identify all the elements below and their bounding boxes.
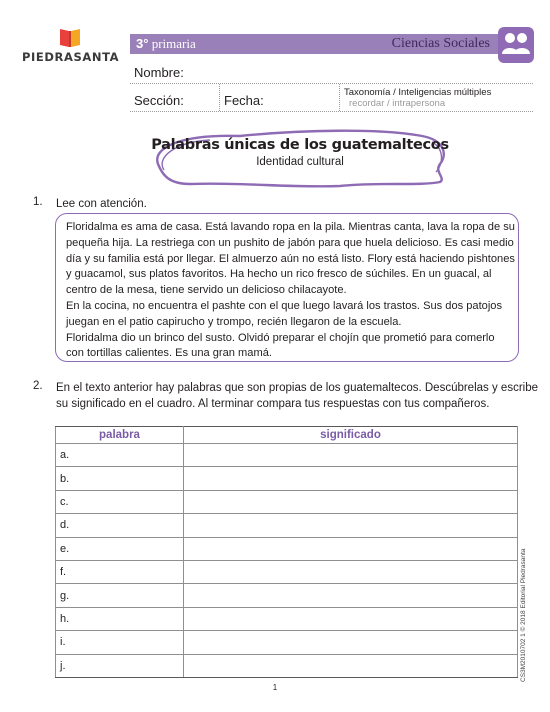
meaning-cell[interactable] <box>184 467 518 490</box>
grade-number: 3° <box>136 36 149 51</box>
brand-name: PIEDRASANTA <box>22 50 120 64</box>
form-divider <box>219 84 220 111</box>
meaning-cell[interactable] <box>184 537 518 560</box>
meaning-cell[interactable] <box>184 514 518 537</box>
exercise-2-instruction <box>56 380 538 412</box>
table-row <box>56 560 518 583</box>
page-number: 1 <box>272 683 278 692</box>
meaning-cell[interactable] <box>184 560 518 583</box>
row-letter[interactable]: h. <box>56 607 184 630</box>
instruction-line: En el texto anterior hay palabras que son propias de los guatemaltecos. Descúbrelas y escribe <box>56 382 538 394</box>
meaning-cell[interactable] <box>184 444 518 467</box>
exercise-1-instruction: Lee con atención. <box>56 198 147 210</box>
row-letter[interactable]: g. <box>56 584 184 607</box>
copyright-side-text: CS3M2010702 1 © 2018 Editorial Piedrasanta <box>520 548 527 682</box>
reading-line: juegan en el patio capirucho y trompo, recién llegaron de la escuela. <box>66 315 402 328</box>
table-row <box>56 444 518 467</box>
instruction-line: su significado en el cuadro. Al terminar compara tus respuestas con tus compañeros. <box>56 398 490 410</box>
piedrasanta-logo <box>20 26 120 70</box>
table-row <box>56 654 518 677</box>
nombre-line <box>130 83 533 84</box>
meaning-cell[interactable] <box>184 654 518 677</box>
taxonomy-values: recordar / intrapersona <box>349 98 446 109</box>
subject-label: Ciencias Sociales <box>391 36 490 51</box>
row-letter[interactable]: c. <box>56 490 184 513</box>
table-row <box>56 467 518 490</box>
reading-line: día y su familia está por llegar. El almuerzo aún no está listo. Flory está haciendo pishtones <box>66 252 515 265</box>
page-subtitle: Identidad cultural <box>256 156 344 168</box>
meaning-cell[interactable] <box>184 490 518 513</box>
meaning-cell[interactable] <box>184 607 518 630</box>
table-row <box>56 490 518 513</box>
header-palabra: palabra <box>56 427 184 444</box>
meaning-cell[interactable] <box>184 631 518 654</box>
grade-band <box>130 34 498 54</box>
seccion-label: Sección: <box>134 93 184 108</box>
reading-line: y guacamol, sus platos favoritos. Ha hecho un rico fresco de súchiles. En un guacal, al <box>66 268 492 281</box>
row-letter[interactable]: j. <box>56 654 184 677</box>
form-divider <box>339 84 340 111</box>
exercise-2-number: 2. <box>33 380 43 392</box>
header-significado: significado <box>184 427 518 444</box>
reading-line: pequeña hija. La restriega con un pushito de jabón para que huela delicioso. Es casi medio <box>66 236 514 249</box>
reading-text <box>66 220 515 362</box>
table-row <box>56 537 518 560</box>
taxonomy-label: Taxonomía / Inteligencias múltiples <box>344 87 492 98</box>
reading-line: Floridalma dio un brinco del susto. Olvidó preparar el chojín que prometió para comerlo <box>66 331 495 344</box>
table-row <box>56 584 518 607</box>
nombre-label: Nombre: <box>134 65 184 80</box>
page-title: Palabras únicas de los guatemaltecos <box>151 137 449 153</box>
row-letter[interactable]: e. <box>56 537 184 560</box>
row-letter[interactable]: i. <box>56 631 184 654</box>
group-people-icon <box>498 27 534 63</box>
reading-line: con tortillas calientes. Es una gran mamá. <box>66 347 272 360</box>
reading-line: Floridalma es ama de casa. Está lavando ropa en la pila. Mientras canta, lava la ropa de su <box>66 221 515 233</box>
fecha-line <box>130 111 533 112</box>
exercise-1-number: 1. <box>33 196 43 208</box>
fecha-label: Fecha: <box>224 93 264 108</box>
book-logo-icon <box>58 26 82 48</box>
reading-line: centro de la mesa, tiene servido un delicioso chilacayote. <box>66 284 347 297</box>
reading-line: En la cocina, no encuentra el pashte con el que luego lavará los trastos. Sus dos patojos <box>66 299 503 312</box>
answers-table <box>55 426 518 678</box>
row-letter[interactable]: f. <box>56 560 184 583</box>
grade-label <box>136 36 196 52</box>
table-row <box>56 514 518 537</box>
grade-word: primaria <box>151 36 196 51</box>
table-row <box>56 607 518 630</box>
table-header-row <box>56 427 518 444</box>
table-row <box>56 631 518 654</box>
meaning-cell[interactable] <box>184 584 518 607</box>
row-letter[interactable]: d. <box>56 514 184 537</box>
row-letter[interactable]: b. <box>56 467 184 490</box>
row-letter[interactable]: a. <box>56 444 184 467</box>
